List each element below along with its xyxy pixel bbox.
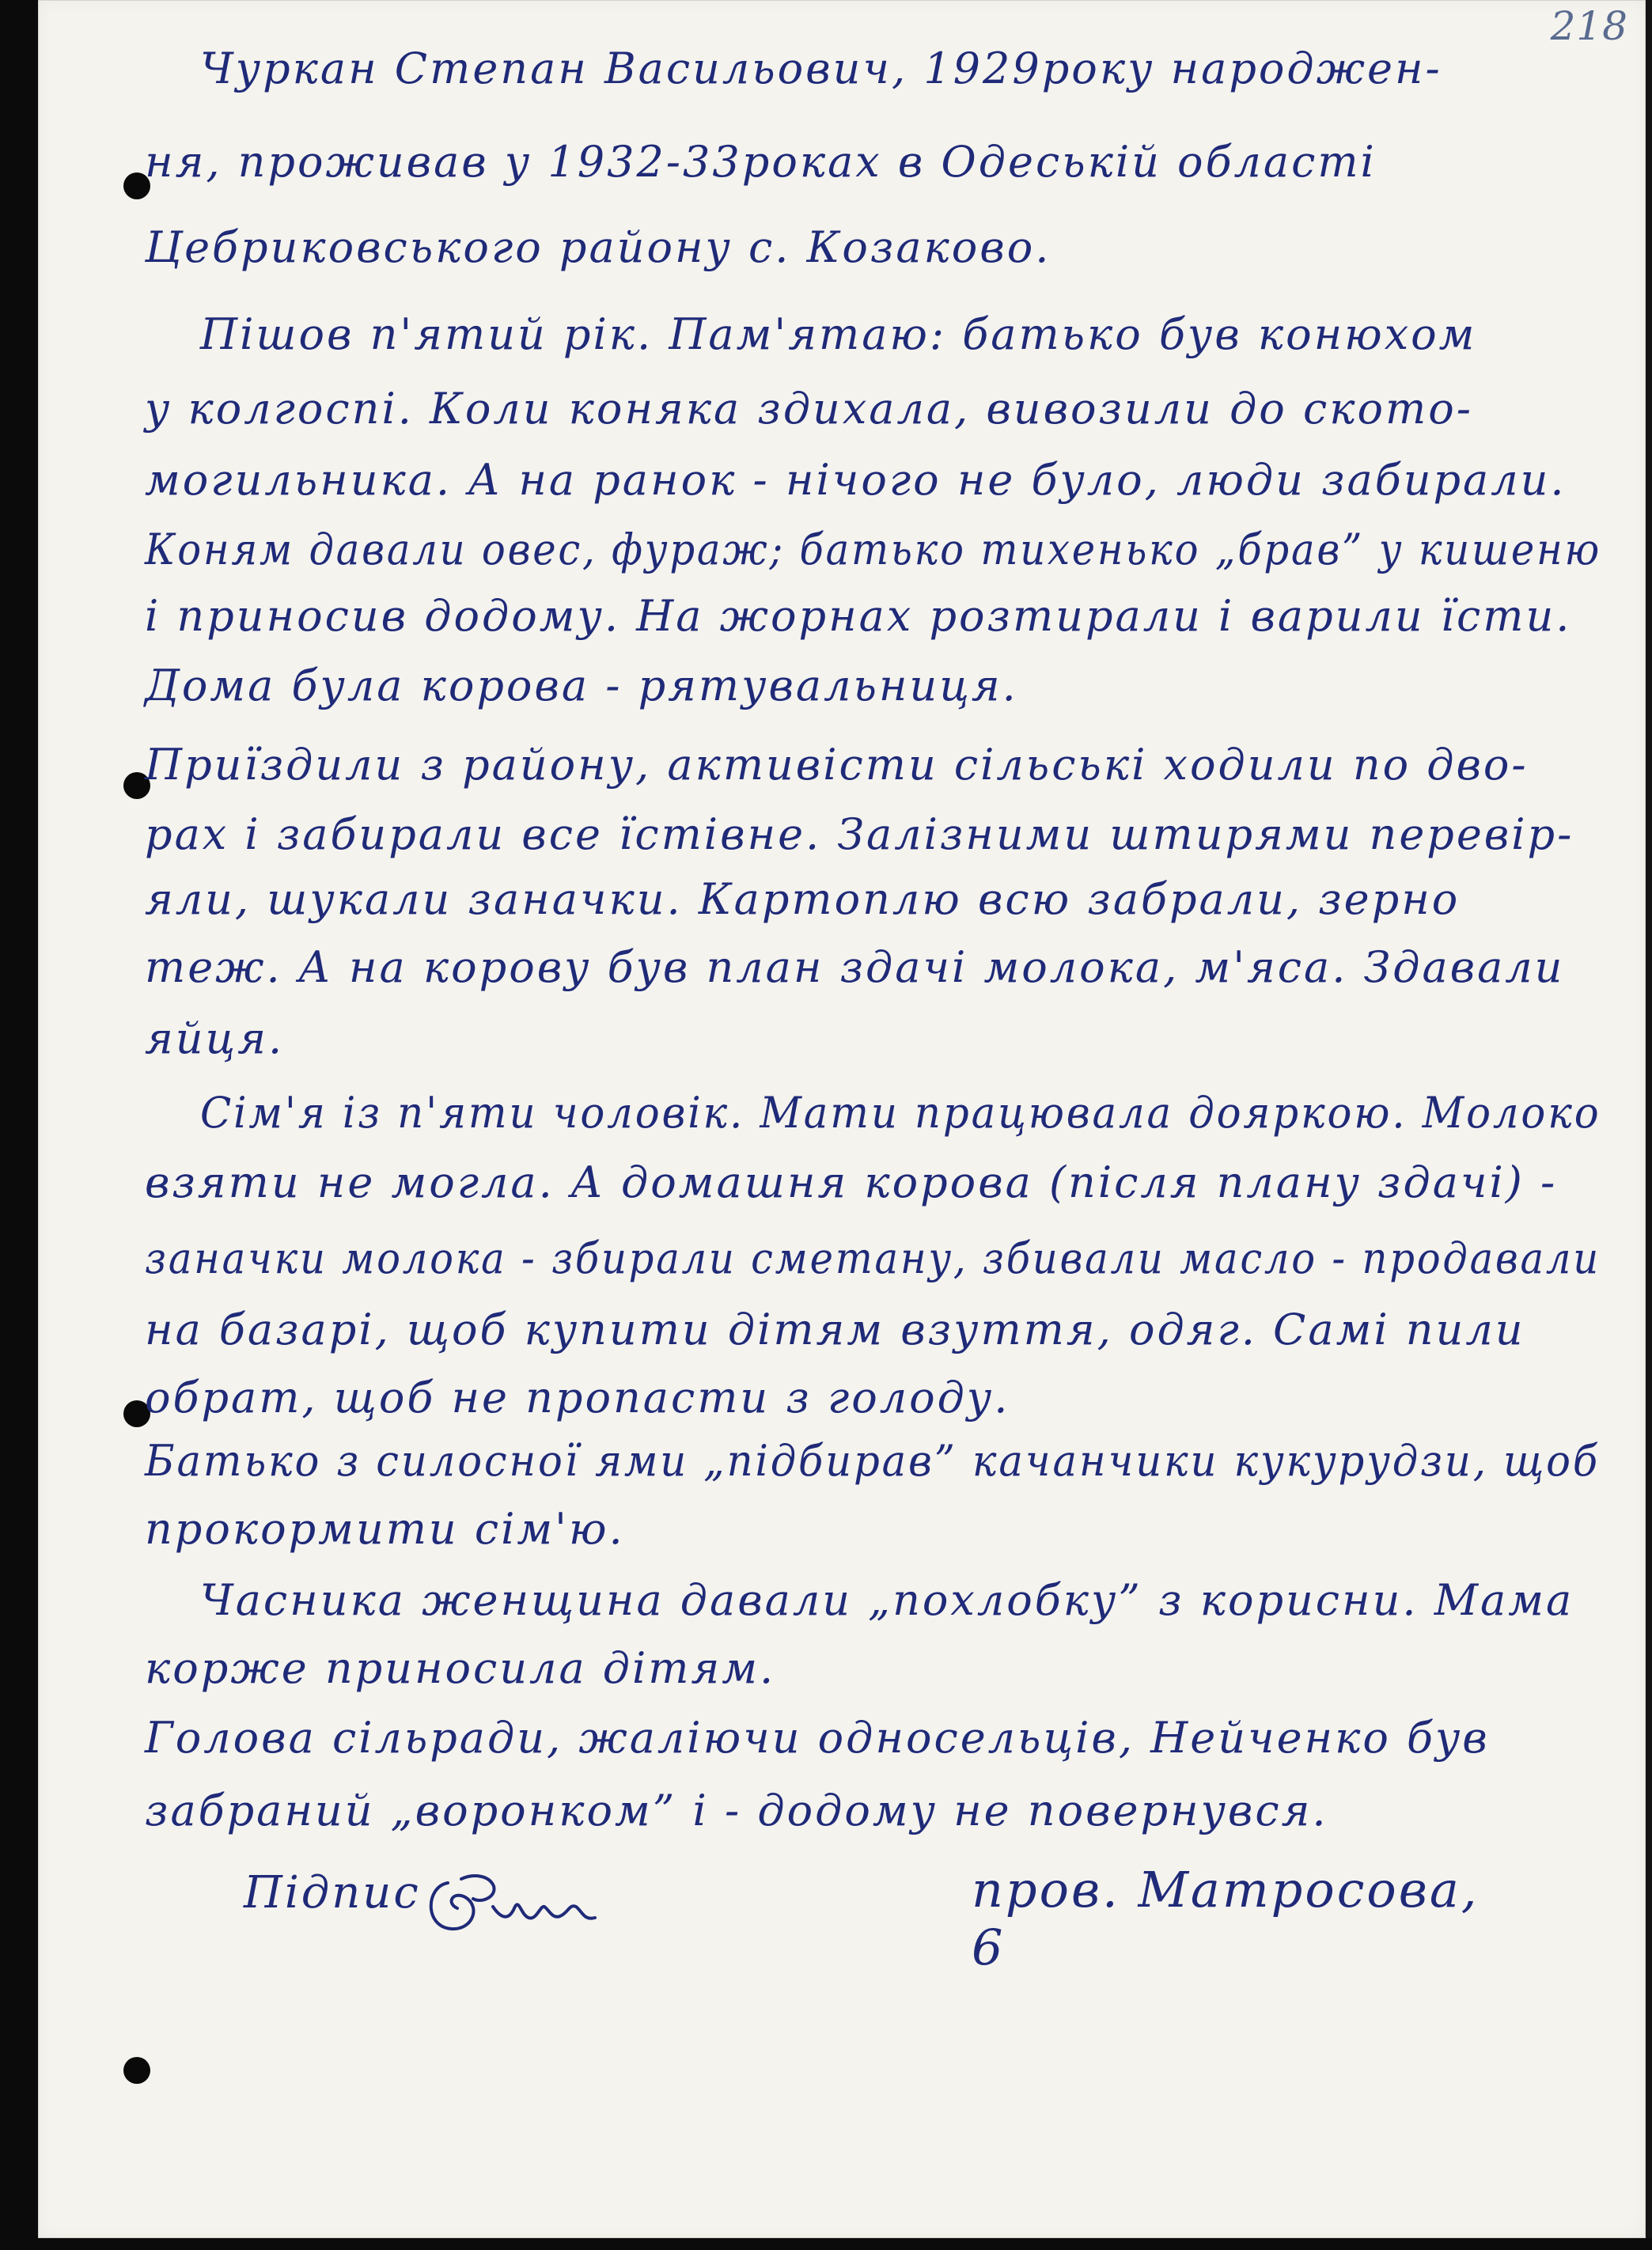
- text-line: Пішов п'ятий рік. Пам'ятаю: батько був конюхом: [200, 309, 1477, 359]
- text-line: теж. А на корову був план здачі молока, м'яса. Здавали: [145, 942, 1565, 992]
- address: пров. Матросова, 6: [972, 1861, 1480, 1976]
- text-line: на базарі, щоб купити дітям взуття, одяг. Самі пили: [145, 1305, 1525, 1354]
- text-line: Сім'я із п'яти чоловік. Мати працювала дояркою. Молоко: [200, 1088, 1601, 1138]
- text-line: корже приносила дітям.: [145, 1643, 776, 1693]
- text-line: обрат, щоб не пропасти з голоду.: [145, 1373, 1010, 1422]
- text-line: забраний „воронком” і - додому не повернувся.: [145, 1786, 1328, 1835]
- text-line: Голова сільради, жаліючи односельців, Нейченко був: [145, 1713, 1490, 1763]
- text-line: Часника женщина давали „похлобку” з корисни. Мама: [200, 1575, 1574, 1625]
- scan-edge: [0, 2238, 1652, 2250]
- signature-block: [244, 1861, 1525, 1976]
- text-line: яйця.: [145, 1013, 285, 1063]
- testimony-text: [145, 25, 1624, 1924]
- text-line: ня, проживав у 1932-33роках в Одеській області: [145, 137, 1377, 187]
- text-line: прокормити сім'ю.: [145, 1504, 625, 1554]
- text-line: Чуркан Степан Васильович, 1929року народжен-: [200, 44, 1442, 93]
- text-line: яли, шукали заначки. Картоплю всю забрали, зерно: [145, 874, 1461, 924]
- handwritten-page: [38, 0, 1646, 2238]
- text-line: взяти не могла. А домашня корова (після плану здачі) -: [145, 1157, 1558, 1207]
- text-line: Коням давали овес, фураж; батько тихенько „брав” у кишеню: [145, 525, 1602, 574]
- text-line: Дома була корова - рятувальниця.: [145, 661, 1018, 710]
- text-line: у колгоспі. Коли коняка здихала, вивозили до ското-: [145, 384, 1473, 434]
- text-line: Приїздили з району, активісти сільські ходили по дво-: [145, 740, 1529, 790]
- signature-label: Підпис: [244, 1867, 421, 1919]
- page-number: 218: [1550, 3, 1628, 49]
- text-line: рах і забирали все їстівне. Залізними штирями перевір-: [145, 809, 1574, 859]
- text-line: заначки молока - збирали сметану, збивали масло - продавали: [145, 1233, 1601, 1283]
- text-line: могильника. А на ранок - нічого не було, люди забирали.: [145, 455, 1567, 505]
- punch-hole: [123, 2057, 150, 2084]
- text-line: і приносив додому. На жорнах розтирали і варили їсти.: [145, 591, 1572, 641]
- text-line: Цебриковського району с. Козаково.: [145, 222, 1051, 272]
- scan-edge: [1646, 0, 1652, 2250]
- handwritten-signature: [418, 1859, 608, 1946]
- text-line: Батько з силосної ями „підбирав” качанчики кукурудзи, щоб: [145, 1436, 1600, 1486]
